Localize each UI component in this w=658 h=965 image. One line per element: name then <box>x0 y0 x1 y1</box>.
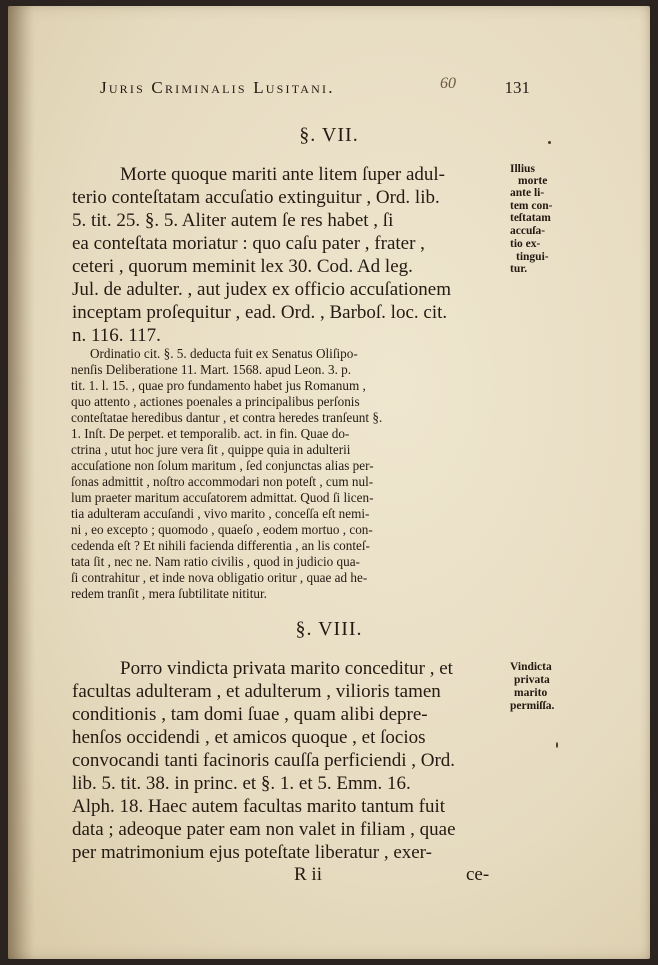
body-line: convocandi tanti facinoris cauſſa perficiendi , Ord. <box>72 750 456 771</box>
footnote-line: ctrina , utut hoc jure vera ſit , quippe quia in adulterii <box>71 442 351 457</box>
body-line: 5. tit. 25. §. 5. Aliter autem ſe res habet , ſi <box>72 210 394 231</box>
running-head <box>100 78 530 98</box>
running-head-title: Juris Criminalis Lusitani. <box>100 78 335 97</box>
margin-note-line: tur. <box>510 263 528 275</box>
margin-note-line: tingui- <box>516 251 549 263</box>
footnote-line: Ordinatio cit. §. 5. deducta fuit ex Senatus Oliſipo- <box>90 346 358 361</box>
catchword: ce- <box>466 864 490 885</box>
body-line: conditionis , tam domi ſuae , quam alibi depre- <box>72 704 428 725</box>
body-line: terio conteſtatam accuſatio extinguitur , Ord. lib. <box>72 187 440 208</box>
margin-note-line: marito <box>514 687 548 699</box>
footnote-line: conteſtatae heredibus dantur , et contra heredes tranſeunt §. <box>71 410 383 425</box>
body-line: Morte quoque mariti ante litem ſuper adul- <box>120 164 446 185</box>
margin-note-line: accuſa- <box>510 225 546 237</box>
margin-note-line: permiſſa. <box>510 700 555 712</box>
footnote-line: tia adulteram accuſandi , vivo marito , conceſſa eſt nemi- <box>71 506 370 521</box>
footnote-line: ſi contrahitur , et inde nova obligatio oritur , quae ad he- <box>71 570 368 585</box>
margin-note-line: teſtatam <box>510 212 551 224</box>
body-line: Jul. de adulter. , aut judex ex officio accuſationem <box>72 279 451 300</box>
margin-note-line: tio ex- <box>510 238 541 250</box>
margin-note-line: Vindicta <box>510 661 552 673</box>
book-page <box>8 6 650 959</box>
body-line: n. 116. 117. <box>72 325 161 346</box>
signature-mark: R ii <box>294 864 322 885</box>
body-line: ceteri , quorum meminit lex 30. Cod. Ad leg. <box>72 256 413 277</box>
body-line: inceptam proſequitur , ead. Ord. , Barboſ. loc. cit. <box>72 302 448 323</box>
margin-note-line: ante li- <box>510 187 545 199</box>
footnote-line: cedenda eſt ? Et nihili facienda differentia , an lis conteſ- <box>71 538 370 553</box>
page-gutter-shadow <box>8 6 34 959</box>
body-line: lib. 5. tit. 38. in princ. et §. 1. et 5. Emm. 16. <box>72 773 411 794</box>
body-line: Alph. 18. Haec autem facultas marito tantum fuit <box>72 796 446 817</box>
footnote-line: redem tranſit , mera ſubtilitate nititur. <box>71 586 267 601</box>
margin-note-line: morte <box>518 175 548 187</box>
page-number: 131 <box>504 78 530 97</box>
margin-note-line: Illius <box>510 163 535 175</box>
body-line: facultas adulteram , et adulterum , vilioris tamen <box>72 681 441 702</box>
footnote-line: nenſis Deliberatione 11. Mart. 1568. apud Leon. 3. p. <box>71 362 352 377</box>
body-line: data ; adeoque pater eam non valet in filiam , quae <box>72 819 456 840</box>
footnote-line: tit. 1. l. 15. , quae pro fundamento habet jus Romanum , <box>71 378 366 393</box>
footnote-line: ni , eo excepto ; quomodo , quaeſo , eodem mortuo , con- <box>71 522 373 537</box>
section-heading-vii: §. VII. <box>299 124 359 146</box>
footnote-line: accuſatione non ſolum maritum , ſed conjunctas alias per- <box>71 458 374 473</box>
margin-note-line: privata <box>514 674 550 686</box>
margin-note-line: tem con- <box>510 200 553 212</box>
body-line: henſos occidendi , et amicos quoque , et ſocios <box>72 727 426 748</box>
footnote-line: 1. Inſt. De perpet. et temporalib. act. in fin. Quae do- <box>71 426 350 441</box>
footnote-line: quo attento , actiones poenales a principalibus perſonis <box>71 394 360 409</box>
footnote-line: lum praeter maritum accuſatorem admittat. Quod ſi licen- <box>71 490 374 505</box>
footnote-line: tata ſit , nec ne. Nam ratio civilis , quod in judicio qua- <box>71 554 360 569</box>
footnote-line: ſonas admittit , noſtro accommodari non poteſt , cum nul- <box>71 474 374 489</box>
ink-speck <box>556 742 558 748</box>
ink-speck <box>548 141 551 144</box>
section-heading-viii: §. VIII. <box>295 618 363 640</box>
body-line: Porro vindicta privata marito conceditur , et <box>120 658 453 679</box>
handwritten-annotation: 60 <box>440 75 456 92</box>
body-line: ea conteſtata moriatur : quo caſu pater , frater , <box>72 233 425 254</box>
body-line: per matrimonium ejus poteſtate liberatur , exer- <box>72 842 432 863</box>
